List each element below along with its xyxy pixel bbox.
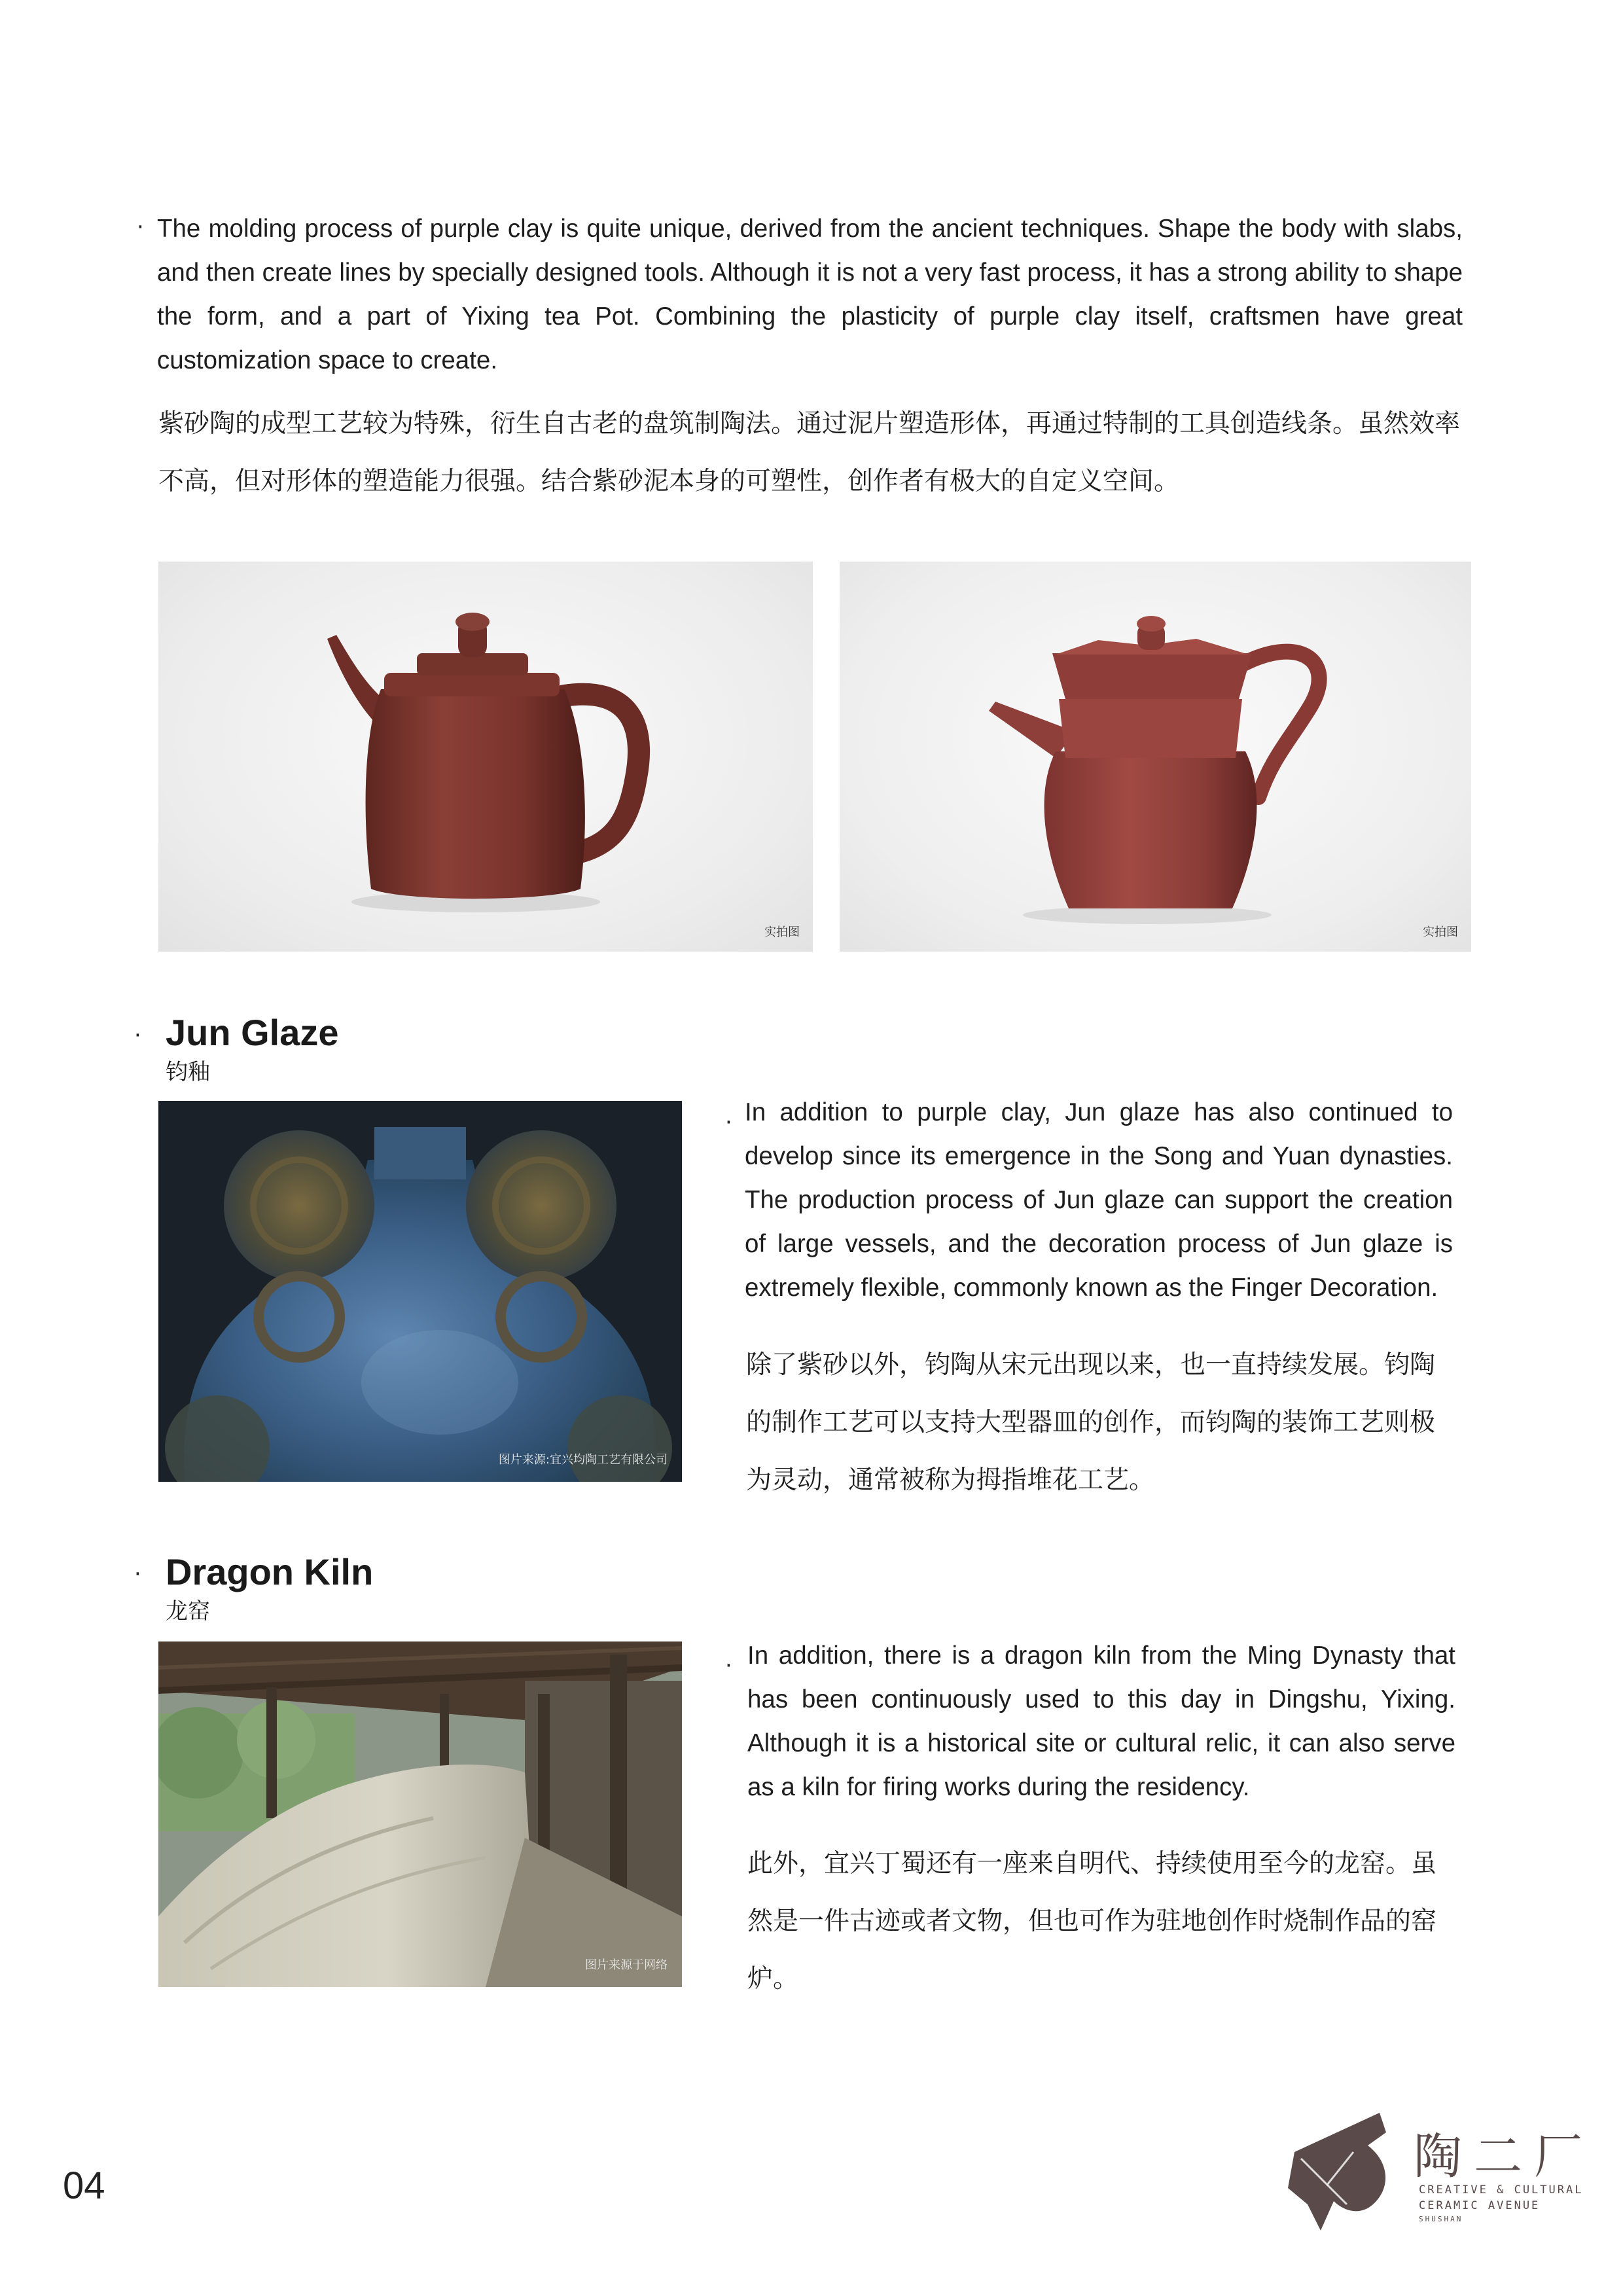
page-number: 04 [63, 2164, 105, 2207]
brand-logo-mark [1281, 2106, 1399, 2234]
dragon-kiln-illustration [158, 1641, 682, 1987]
teapot-photo-left [158, 562, 813, 952]
dragon-kiln-paragraph-bullet: · [725, 1653, 732, 1679]
teapot-photo-right [840, 562, 1471, 952]
round-teapot-illustration [158, 562, 813, 952]
intro-english-paragraph: The molding process of purple clay is quite unique, derived from the ancient techniques. Shape the body with slabs, and then create lines by specially designed tools. Although it is not a very fast process, it has a strong ability to shape the form, and a part of Yixing tea Pot. Combining the plasticity of purple clay itself, craftsmen have great customization space to create. [157, 215, 1463, 374]
brand-logo-chinese-name: 陶二厂 [1414, 2128, 1594, 2185]
brand-logo-line-1: CREATIVE & CULTURAL [1419, 2183, 1584, 2197]
dragon-kiln-heading-bullet: · [134, 1561, 141, 1587]
jun-glaze-heading-bullet: · [134, 1022, 141, 1049]
intro-chinese-paragraph: 紫砂陶的成型工艺较为特殊，衍生自古老的盘筑制陶法。通过泥片塑造形体，再通过特制的工具创造线条。虽然效率不高，但对形体的塑造能力很强。结合紫砂泥本身的可塑性，创作者有极大的自定义空间。 [158, 409, 1461, 496]
jun-glaze-subtitle: 钧釉 [166, 1059, 210, 1085]
jun-glaze-vase-photo [158, 1101, 682, 1482]
jun-glaze-chinese-paragraph: 除了紫砂以外，钧陶从宋元出现以来，也一直持续发展。钧陶的制作工艺可以支持大型器皿的创作，而钧陶的装饰工艺则极为灵动，通常被称为拇指堆花工艺。 [746, 1350, 1436, 1495]
jun-glaze-english-paragraph: In addition to purple clay, Jun glaze has also continued to develop since its emergence in the Song and Yuan dynasties. The production process of Jun glaze can support the creation of large vessels, and the decoration process of Jun glaze is extremely flexible, commonly known as the Finger Decoration. [745, 1098, 1453, 1302]
dragon-kiln-photo [158, 1641, 682, 1987]
dragon-kiln-image-caption: 图片来源于网络 [585, 1958, 668, 1972]
brand-logo-line-3: SHUSHAN [1419, 2215, 1463, 2223]
brand-logo-line-2: CERAMIC AVENUE [1419, 2199, 1541, 2212]
hexagonal-teapot-illustration [840, 562, 1471, 952]
dragon-kiln-english-paragraph: In addition, there is a dragon kiln from the Ming Dynasty that has been continuously used to this day in Dingshu, Yixing. Although it is a historical site or cultural relic, it can also serve as a kiln for firing works during the residency. [747, 1641, 1455, 1801]
dragon-kiln-title: Dragon Kiln [166, 1551, 374, 1592]
intro-bullet: · [137, 214, 144, 240]
jun-glaze-image-caption: 图片来源:宜兴均陶工艺有限公司 [498, 1453, 668, 1467]
teapot-left-caption: 实拍图 [764, 925, 800, 939]
teapot-right-caption: 实拍图 [1423, 925, 1458, 939]
jun-glaze-vase-illustration [158, 1101, 682, 1482]
jun-glaze-paragraph-bullet: · [725, 1109, 732, 1136]
dragon-kiln-subtitle: 龙窑 [166, 1598, 210, 1624]
dragon-kiln-chinese-paragraph: 此外，宜兴丁蜀还有一座来自明代、持续使用至今的龙窑。虽然是一件古迹或者文物，但也可作为驻地创作时烧制作品的窑炉。 [747, 1849, 1437, 1994]
jun-glaze-title: Jun Glaze [166, 1012, 339, 1053]
